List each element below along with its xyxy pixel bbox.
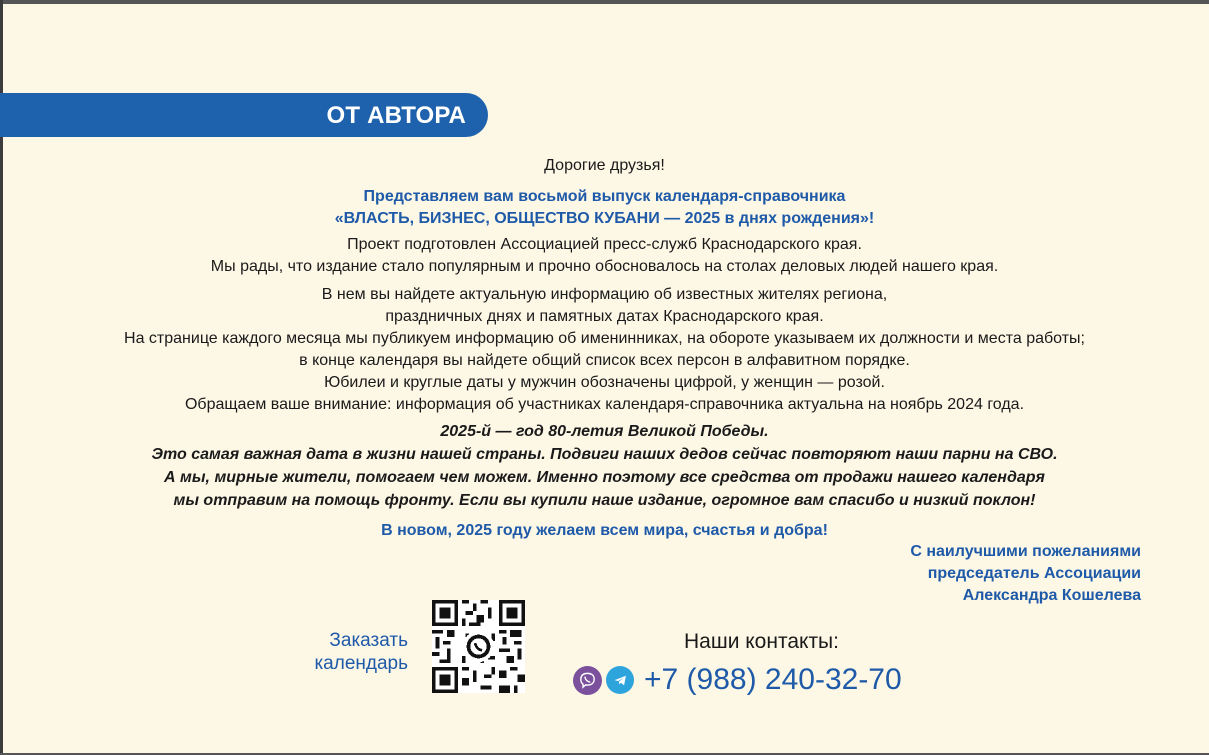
order-label-line-2: календарь	[314, 653, 408, 674]
paragraph-2-line-6: Обращаем ваше внимание: информация об участниках календаря-справочника актуальна на ноябрь 2024 года.	[184, 396, 1025, 413]
paragraph-2-line-3: На странице каждого месяца мы публикуем информацию об именинниках, на обороте указываем их должности и места работы;	[124, 330, 1085, 347]
paragraph-2-line-4: в конце календаря вы найдете общий список всех персон в алфавитном порядке.	[299, 352, 910, 369]
paragraph-3-line-3: А мы, мирные жители, помогаем чем можем. Именно поэтому все средства от продажи нашего календаря	[164, 469, 1045, 486]
paragraph-2-line-5: Юбилеи и круглые даты у мужчин обозначены цифрой, у женщин — розой.	[324, 374, 885, 391]
signature-line-1: С наилучшими пожеланиями	[910, 543, 1141, 560]
section-banner	[0, 93, 488, 137]
paragraph-2-line-2: праздничных днях и памятных датах Краснодарского края.	[385, 308, 824, 325]
signature-line-3: Александра Кошелева	[962, 587, 1141, 604]
signature-line-2: председатель Ассоциации	[927, 565, 1141, 582]
greeting: Дорогие друзья!	[544, 157, 665, 174]
section-title: ОТ АВТОРА	[326, 102, 466, 129]
top-border	[0, 0, 1209, 4]
paragraph-3-line-2: Это самая важная дата в жизни нашей страны. Подвиги наших дедов сейчас повторяют наши парни на СВО.	[151, 446, 1058, 463]
letter-body	[0, 156, 1209, 542]
qr-code-icon[interactable]	[431, 600, 526, 693]
viber-icon[interactable]	[573, 666, 602, 695]
paragraph-3-line-1: 2025-й — год 80-летия Великой Победы.	[440, 423, 769, 440]
new-year-wish: В новом, 2025 году желаем всем мира, счастья и добра!	[381, 522, 828, 539]
intro-line-1: Представляем вам восьмой выпуск календаря-справочника	[363, 188, 846, 205]
paragraph-1-line-1: Проект подготовлен Ассоциацией пресс-служб Краснодарского края.	[347, 236, 862, 253]
paragraph-3-line-4: мы отправим на помощь фронту. Если вы купили наше издание, огромное вам спасибо и низкий поклон!	[173, 492, 1036, 509]
telegram-icon[interactable]	[606, 666, 634, 694]
order-label-line-1: Заказать	[329, 630, 408, 651]
intro-line-2: «ВЛАСТЬ, БИЗНЕС, ОБЩЕСТВО КУБАНИ — 2025 в днях рождения»!	[334, 210, 875, 227]
contacts-title: Наши контакты:	[684, 630, 839, 653]
paragraph-2-line-1: В нем вы найдете актуальную информацию об известных жителях региона,	[321, 286, 888, 303]
phone-contact	[573, 660, 902, 700]
order-calendar-label	[300, 629, 408, 675]
phone-number[interactable]: +7 (988) 240-32-70	[644, 663, 902, 696]
paragraph-1-line-2: Мы рады, что издание стало популярным и прочно обосновалось на столах деловых людей нашего края.	[210, 258, 999, 275]
signature	[910, 541, 1141, 607]
